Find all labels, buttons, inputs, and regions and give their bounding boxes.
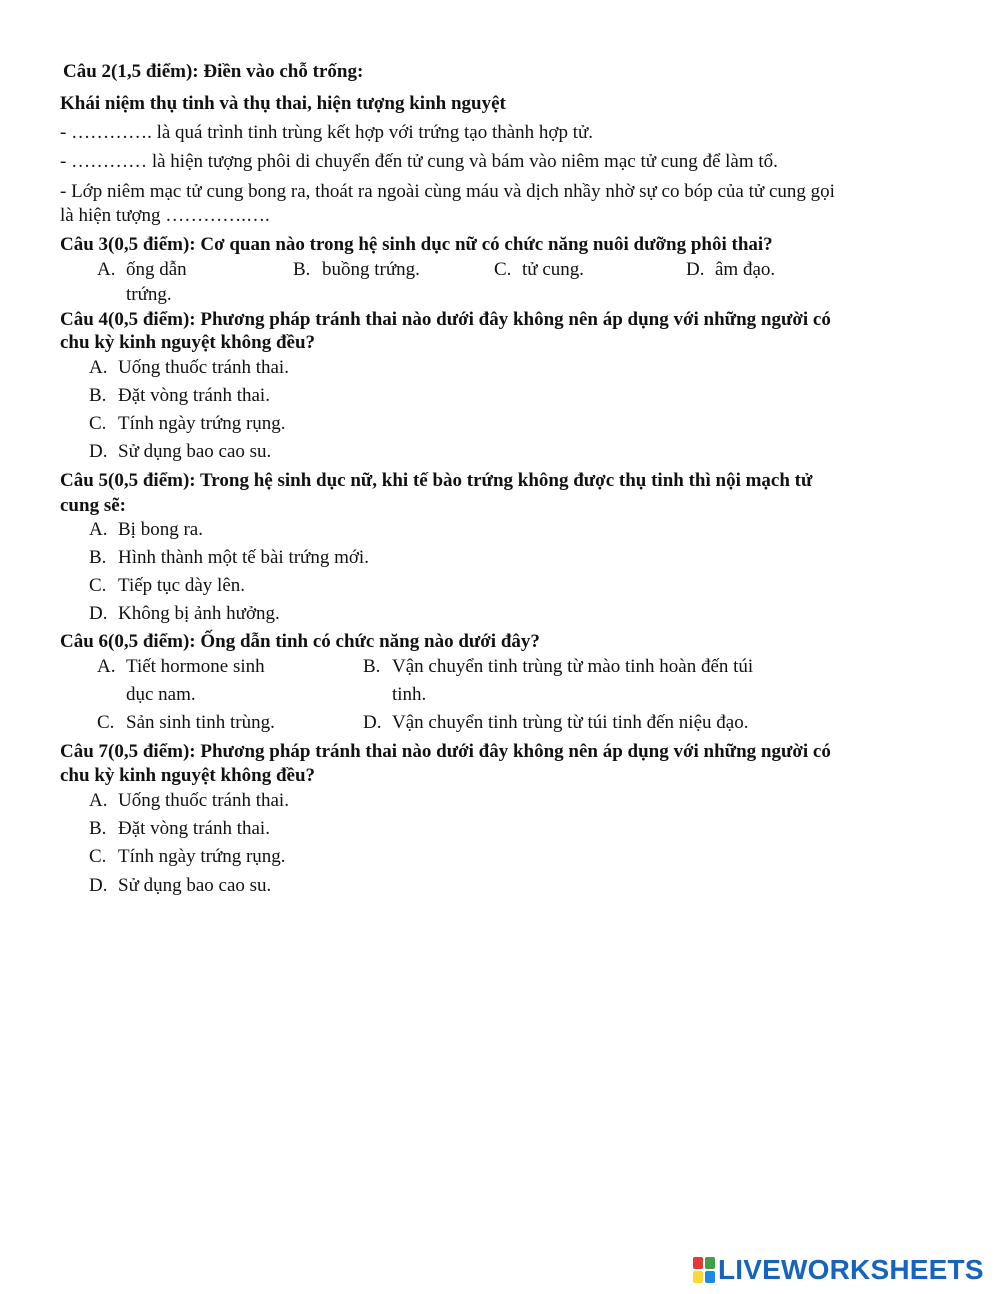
q4-option-c-letter: C. [89,413,107,434]
q7-option-d-text: Sử dụng bao cao su. [118,875,272,896]
q2-blank-line-2: - ………… là hiện tượng phôi di chuyển đến tử cung và bám vào niêm mạc tử cung để làm tổ. [60,151,778,172]
logo-square-red [693,1257,703,1269]
q5-option-a-text: Bị bong ra. [118,519,203,540]
q5-option-d-text: Không bị ảnh hưởng. [118,603,280,624]
q5-title: Câu 5(0,5 điểm): Trong hệ sinh dục nữ, khi tế bào trứng không được thụ tinh thì nội mạch tử [60,470,813,491]
q5-option-b-letter: B. [89,547,107,568]
q7-title-cont: chu kỳ kinh nguyệt không đều? [60,765,316,786]
q6-option-b-text-cont: tinh. [392,684,427,705]
q6-option-a-text: Tiết hormone sinh [126,656,265,677]
q6-option-d-letter: D. [363,712,382,733]
q5-option-c-letter: C. [89,575,107,596]
q4-title-cont: chu kỳ kinh nguyệt không đều? [60,332,316,353]
q2-blank-line-3a: - Lớp niêm mạc tử cung bong ra, thoát ra ngoài cùng máu và dịch nhầy nhờ sự co bóp của tử cung gọi [60,181,835,202]
q3-option-d-letter: D. [686,259,705,280]
q6-option-a-letter: A. [97,656,116,677]
q5-option-c-text: Tiếp tục dày lên. [118,575,246,596]
q7-option-a-letter: A. [89,790,108,811]
q3-option-a-letter: A. [97,259,116,280]
q3-option-a-text: ống dẫn [126,259,187,280]
q6-option-c-letter: C. [97,712,115,733]
q2-blank-line-1: - …………. là quá trình tinh trùng kết hợp với trứng tạo thành hợp tử. [60,122,594,143]
q4-option-b-text: Đặt vòng tránh thai. [118,385,270,406]
logo-square-green [705,1257,715,1269]
q4-option-c-text: Tính ngày trứng rụng. [118,413,286,434]
q2-title: Câu 2(1,5 điểm): Điền vào chỗ trống: [63,61,364,82]
logo-square-yellow [693,1271,703,1283]
liveworksheets-logo-text: LIVEWORKSHEETS [718,1254,984,1285]
q3-option-b-text: buồng trứng. [322,259,420,280]
q4-option-a-text: Uống thuốc tránh thai. [118,357,289,378]
q3-option-d-text: âm đạo. [715,259,776,280]
q6-title: Câu 6(0,5 điểm): Ống dẫn tinh có chức năng nào dưới đây? [60,631,540,652]
q3-title: Câu 3(0,5 điểm): Cơ quan nào trong hệ sinh dục nữ có chức năng nuôi dưỡng phôi thai? [60,234,773,255]
q4-option-d-letter: D. [89,441,108,462]
q4-title: Câu 4(0,5 điểm): Phương pháp tránh thai nào dưới đây không nên áp dụng với những người có [60,309,831,330]
q7-option-c-letter: C. [89,846,107,867]
q2-blank-line-3b: là hiện tượng ………….…. [60,205,270,226]
q2-subtitle: Khái niệm thụ tinh và thụ thai, hiện tượng kinh nguyệt [60,93,506,114]
q6-option-d-text: Vận chuyển tinh trùng từ túi tinh đến niệu đạo. [392,712,749,733]
liveworksheets-logo[interactable] [693,1253,984,1287]
q4-option-d-text: Sử dụng bao cao su. [118,441,272,462]
q3-option-a-text-cont: trứng. [126,284,172,305]
q3-option-c-text: tử cung. [522,259,585,280]
q7-title: Câu 7(0,5 điểm): Phương pháp tránh thai nào dưới đây không nên áp dụng với những người có [60,741,831,762]
q5-option-d-letter: D. [89,603,108,624]
q5-title-cont: cung sẽ: [60,495,126,516]
q7-option-d-letter: D. [89,875,108,896]
q7-option-b-text: Đặt vòng tránh thai. [118,818,270,839]
q7-option-b-letter: B. [89,818,107,839]
q7-option-a-text: Uống thuốc tránh thai. [118,790,289,811]
q7-option-c-text: Tính ngày trứng rụng. [118,846,286,867]
q6-option-b-letter: B. [363,656,381,677]
q6-option-a-text-cont: dục nam. [126,684,196,705]
q3-option-b-letter: B. [293,259,311,280]
logo-square-blue [705,1271,715,1283]
q5-option-a-letter: A. [89,519,108,540]
q4-option-b-letter: B. [89,385,107,406]
q6-option-b-text: Vận chuyển tinh trùng từ mào tinh hoàn đến túi [392,656,754,677]
liveworksheets-logo-icon [693,1257,715,1283]
q6-option-c-text: Sản sinh tinh trùng. [126,712,275,733]
q3-option-c-letter: C. [494,259,512,280]
q5-option-b-text: Hình thành một tế bài trứng mới. [118,547,369,568]
q4-option-a-letter: A. [89,357,108,378]
